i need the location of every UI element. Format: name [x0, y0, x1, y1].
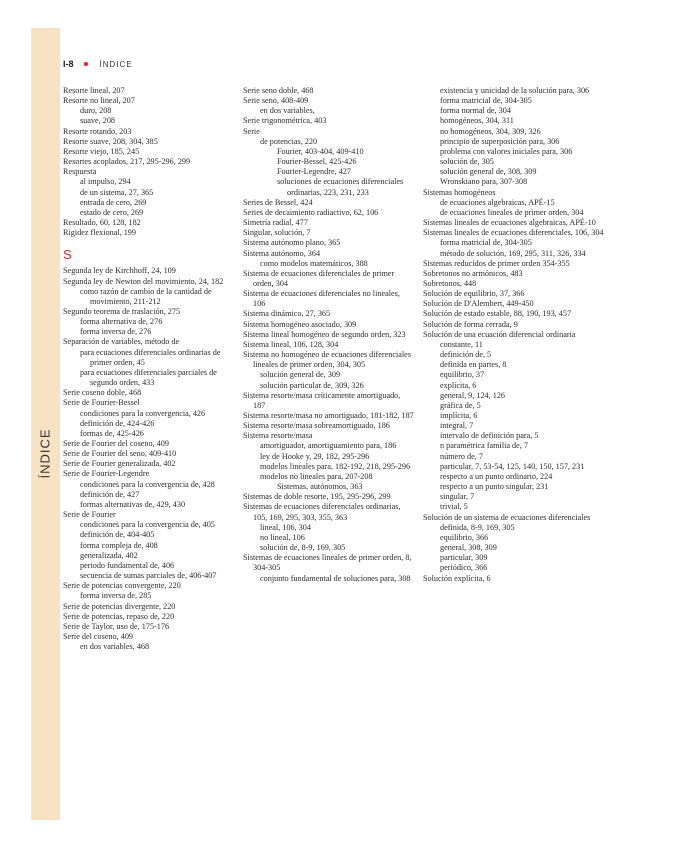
index-entry: Sistemas lineales de ecuaciones algebraicas, APÉ-10 — [423, 218, 596, 228]
index-subentry: solución general de, 308, 309 — [440, 167, 537, 177]
index-subentry: n paramétrica familia de, 7 — [440, 441, 528, 451]
index-subentry: no lineal, 106 — [260, 532, 305, 542]
index-entry: Solución de D'Alembert, 449-450 — [423, 299, 534, 309]
index-subentry: en dos variables, — [260, 106, 315, 116]
index-subentry: modelos no lineales para, 207-208 — [260, 471, 373, 481]
header-title: ÍNDICE — [99, 59, 133, 69]
index-subentry: formas de, 425-426 — [80, 428, 144, 438]
index-entry: Sistema no homogéneo de ecuaciones diferenciales lineales de primer orden, 304, 305 — [243, 350, 412, 370]
index-entry: Resorte viejo, 185, 245 — [63, 146, 140, 156]
index-subentry: lineal, 106, 304 — [260, 522, 311, 532]
index-entry: Serie de Fourier-Legendre — [63, 469, 150, 479]
index-entry: Sistema resorte/masa sobreamortiguado, 186 — [243, 421, 390, 431]
index-subentry: definición de, 427 — [80, 489, 140, 499]
index-entry: Series de Bessel, 424 — [243, 197, 313, 207]
index-entry: Sistema resorte/masa no amortiguado, 181-182, 187 — [243, 411, 414, 420]
page-number: I-8 — [63, 59, 74, 69]
index-subentry: ley de Hooke y, 29, 182, 295-296 — [260, 451, 370, 461]
index-entry: Sistemas de doble resorte, 195, 295-296, 299 — [243, 492, 391, 502]
index-entry: Sistema lineal homogéneo de segundo orden, 323 — [243, 329, 406, 339]
index-entry: Segundo teorema de traslación, 275 — [63, 306, 181, 316]
index-entry: Sistemas reducidos de primer orden 354-355 — [423, 258, 570, 268]
index-column-2 — [243, 86, 414, 584]
index-entry: Resorte suave, 208, 304, 385 — [63, 136, 158, 146]
index-column-3 — [423, 86, 619, 584]
index-subentry: definida en partes, 8 — [440, 360, 507, 370]
index-entry: Serie de Fourier generalizada, 402 — [63, 459, 176, 469]
index-subentry: como modelos matemáticos, 388 — [260, 258, 368, 268]
index-entry: Solución de equilibrio, 37, 366 — [423, 289, 525, 299]
index-subentry: Fourier-Bessel, 425-426 — [277, 157, 357, 167]
section-letter: S — [63, 247, 72, 263]
index-entry: Sistemas homogéneos — [423, 187, 496, 197]
index-entry: Resortes acoplados, 217, 295-296, 299 — [63, 157, 191, 167]
index-subentry: de ecuaciones algebraicas, APÉ-15 — [440, 197, 555, 207]
index-subentry: modelos lineales para, 182-192, 218, 295-296 — [260, 461, 411, 471]
index-entry: Serie de Fourier-Bessel — [63, 398, 140, 408]
index-entry: Serie coseno doble, 468 — [63, 388, 142, 398]
index-entry: Sistema autónomo plano, 365 — [243, 238, 341, 248]
index-entry: Sobretonos no armónicos, 483 — [423, 268, 523, 278]
index-entry: Solución de una ecuación diferencial ordinaria — [423, 329, 576, 339]
index-subentry: generalizada, 402 — [80, 550, 138, 560]
index-subentry: condiciones para la convergencia de, 405 — [80, 520, 215, 530]
index-subentry: solución general de, 309 — [260, 370, 341, 380]
index-subentry: general, 9, 124, 126 — [440, 390, 506, 400]
index-entry: Sistema de ecuaciones diferenciales no lineales, 106 — [243, 289, 400, 309]
side-tab — [31, 28, 60, 820]
index-subentry: Fourier, 403-404, 409-410 — [277, 146, 364, 156]
index-subentry: solución de, 305 — [440, 157, 494, 167]
index-entry: Sistema de ecuaciones diferenciales de primer orden, 304 — [243, 268, 395, 288]
index-entry: Serie trigonométrica, 403 — [243, 116, 327, 126]
index-subentry: forma inversa de, 276 — [80, 327, 152, 337]
index-entry: Sistemas lineales de ecuaciones diferenciales, 106, 304 — [423, 228, 604, 238]
index-subentry: integral, 7 — [440, 421, 474, 431]
index-subentry: particular, 7, 53-54, 125, 140, 150, 157, 231 — [440, 461, 585, 471]
index-subentry: definida, 8-9, 169, 305 — [440, 522, 515, 532]
index-entry: Sistema resorte/masa críticamente amortiguado, 187 — [243, 390, 401, 410]
index-subentry: forma inversa de, 285 — [80, 591, 152, 601]
index-subentry: forma alternativa de, 276 — [80, 317, 163, 327]
index-subentry: constante, 11 — [440, 339, 483, 349]
index-subentry: Sistemas, autónomos, 363 — [277, 482, 363, 492]
index-subentry: definición de, 5 — [440, 350, 492, 360]
index-subentry: periódico, 366 — [440, 563, 488, 573]
index-subentry: estado de cero, 269 — [80, 207, 144, 217]
index-entry: Serie de potencias, repaso de, 220 — [63, 611, 175, 621]
index-subentry: suave, 208 — [80, 116, 116, 126]
index-subentry: amortiguador, amortiguamiento para, 186 — [260, 441, 397, 451]
index-subentry: particular, 309 — [440, 553, 488, 563]
index-subentry: forma normal de, 304 — [440, 106, 511, 116]
index-subentry: homogéneos, 304, 311 — [440, 116, 514, 126]
index-subentry: condiciones para la convergencia, 426 — [80, 408, 206, 418]
index-subentry: solución de, 8-9, 169, 305 — [260, 543, 346, 553]
index-subentry: secuencia de sumas parciales de, 406-407 — [80, 571, 217, 581]
index-entry: Sistemas de ecuaciones lineales de primer orden, 8, 304-305 — [243, 553, 412, 573]
index-entry: Serie seno, 408-409 — [243, 96, 309, 106]
index-subentry: no homogéneos, 304, 309, 326 — [440, 126, 541, 136]
index-entry: Sistema homogéneo asociado, 309 — [243, 319, 357, 329]
index-subentry: problema con valores iniciales para, 306 — [440, 146, 573, 156]
index-subentry: para ecuaciones diferenciales ordinarias de primer orden, 45 — [80, 347, 221, 367]
index-subentry: para ecuaciones diferenciales parciales de segundo orden, 433 — [80, 367, 217, 388]
index-entry: Sobretonos, 448 — [423, 278, 477, 288]
index-subentry: existencia y unicidad de la solución para, 306 — [440, 86, 590, 95]
index-subentry: periodo fundamental de, 406 — [80, 560, 175, 570]
index-subentry: forma matricial de, 304-305 — [440, 96, 532, 106]
index-subentry: solución particular de, 309, 326 — [260, 380, 364, 390]
index-subentry: equilibrio, 37 — [440, 370, 485, 380]
index-subentry: conjunto fundamental de soluciones para, 308 — [260, 573, 411, 583]
index-entry: Segunda ley de Newton del movimiento, 24, 182 — [63, 276, 224, 286]
index-subentry: soluciones de ecuaciones diferenciales ordinarias, 223, 231, 233 — [277, 177, 404, 197]
index-subentry: entrada de cero, 269 — [80, 197, 147, 207]
index-entry: Solución de forma cerrada, 9 — [423, 319, 518, 329]
index-subentry: explícita, 6 — [440, 380, 477, 390]
index-entry: Resorte rotando, 203 — [63, 126, 132, 136]
index-subentry: condiciones para la convergencia de, 428 — [80, 479, 215, 489]
index-entry: Serie de potencias convergente, 220 — [63, 581, 181, 591]
index-subentry: Wronskiano para, 307-308 — [440, 177, 528, 187]
index-entry: Solución de estado estable, 88, 190, 193, 457 — [423, 309, 572, 319]
index-subentry: equilibrio, 366 — [440, 532, 489, 542]
index-subentry: gráfica de, 5 — [440, 400, 481, 410]
side-tab-label: ÍNDICE — [38, 427, 53, 479]
index-entry: Resorte lineal, 207 — [63, 86, 125, 95]
index-subentry: implícita, 6 — [440, 411, 478, 420]
index-entry: Sistemas de ecuaciones diferenciales ordinarias, 105, 169, 295, 303, 355, 363 — [243, 502, 401, 522]
index-subentry: de potencias, 220 — [260, 136, 318, 146]
index-subentry: forma matricial de, 304-305 — [440, 238, 532, 248]
bullet-icon — [84, 62, 88, 66]
index-subentry: definición de, 424-426 — [80, 418, 155, 428]
index-subentry: principio de superposición para, 306 — [440, 136, 560, 146]
index-entry: Serie del coseno, 409 — [63, 631, 134, 641]
index-subentry: como razón de cambio de la cantidad de movimiento, 211-212 — [80, 286, 212, 306]
index-entry: Resultado, 60, 128, 182 — [63, 218, 141, 228]
index-entry: Separación de variables, método de — [63, 337, 180, 347]
index-entry: Serie de potencias divergente, 220 — [63, 601, 176, 611]
index-entry: Singular, solución, 7 — [243, 228, 311, 238]
index-entry: Solución explícita, 6 — [423, 573, 491, 583]
index-entry: Segunda ley de Kirchhoff, 24, 109 — [63, 266, 176, 276]
index-entry: Serie de Fourier del coseno, 409 — [63, 439, 169, 448]
index-subentry: general, 308, 309 — [440, 543, 497, 553]
index-entry: Sistema lineal, 106, 128, 304 — [243, 339, 339, 349]
index-entry: Serie de Fourier del seno, 409-410 — [63, 449, 177, 459]
index-entry: Series de decaimiento radiactivo, 62, 106 — [243, 207, 379, 217]
index-subentry: singular, 7 — [440, 492, 475, 502]
index-subentry: en dos variables, 468 — [80, 642, 150, 652]
index-entry: Sistema resorte/masa — [243, 431, 313, 441]
index-entry: Rigidez flexional, 199 — [63, 228, 136, 238]
index-subentry: definición de, 404-405 — [80, 530, 155, 540]
index-column-1 — [63, 86, 231, 652]
index-subentry: intervalo de definición para, 5 — [440, 431, 539, 441]
index-subentry: respecto a un punto singular, 231 — [440, 482, 549, 492]
index-subentry: al impulso, 294 — [80, 177, 131, 187]
index-entry: Solución de un sistema de ecuaciones diferenciales — [423, 512, 591, 522]
index-entry: Serie de Fourier — [63, 510, 116, 520]
page-header — [63, 56, 133, 72]
index-entry: Serie seno doble, 468 — [243, 86, 314, 95]
index-subentry: trivial, 5 — [440, 502, 468, 512]
index-subentry: forma compleja de, 408 — [80, 540, 158, 550]
index-entry: Respuesta — [63, 167, 97, 177]
index-subentry: duro, 208 — [80, 106, 112, 116]
index-subentry: de un sistema, 27, 365 — [80, 187, 154, 197]
index-subentry: método de solución, 169, 295, 311, 326, 334 — [440, 248, 586, 258]
index-subentry: formas alternativas de, 429, 430 — [80, 499, 186, 509]
index-entry: Sistema autónomo, 364 — [243, 248, 321, 258]
index-subentry: respecto a un punto ordinario, 224 — [440, 471, 553, 481]
index-entry: Serie — [243, 126, 260, 136]
index-entry: Sistema dinámico, 27, 365 — [243, 309, 331, 319]
index-entry: Serie de Taylor, uso de, 175-176 — [63, 621, 170, 631]
index-entry: Simetría radial, 477 — [243, 218, 308, 228]
index-subentry: de ecuaciones lineales de primer orden, 304 — [440, 207, 584, 217]
index-subentry: número de, 7 — [440, 451, 483, 461]
index-entry: Resorte no lineal, 207 — [63, 96, 135, 106]
index-subentry: Fourier-Legendre, 427 — [277, 167, 351, 177]
